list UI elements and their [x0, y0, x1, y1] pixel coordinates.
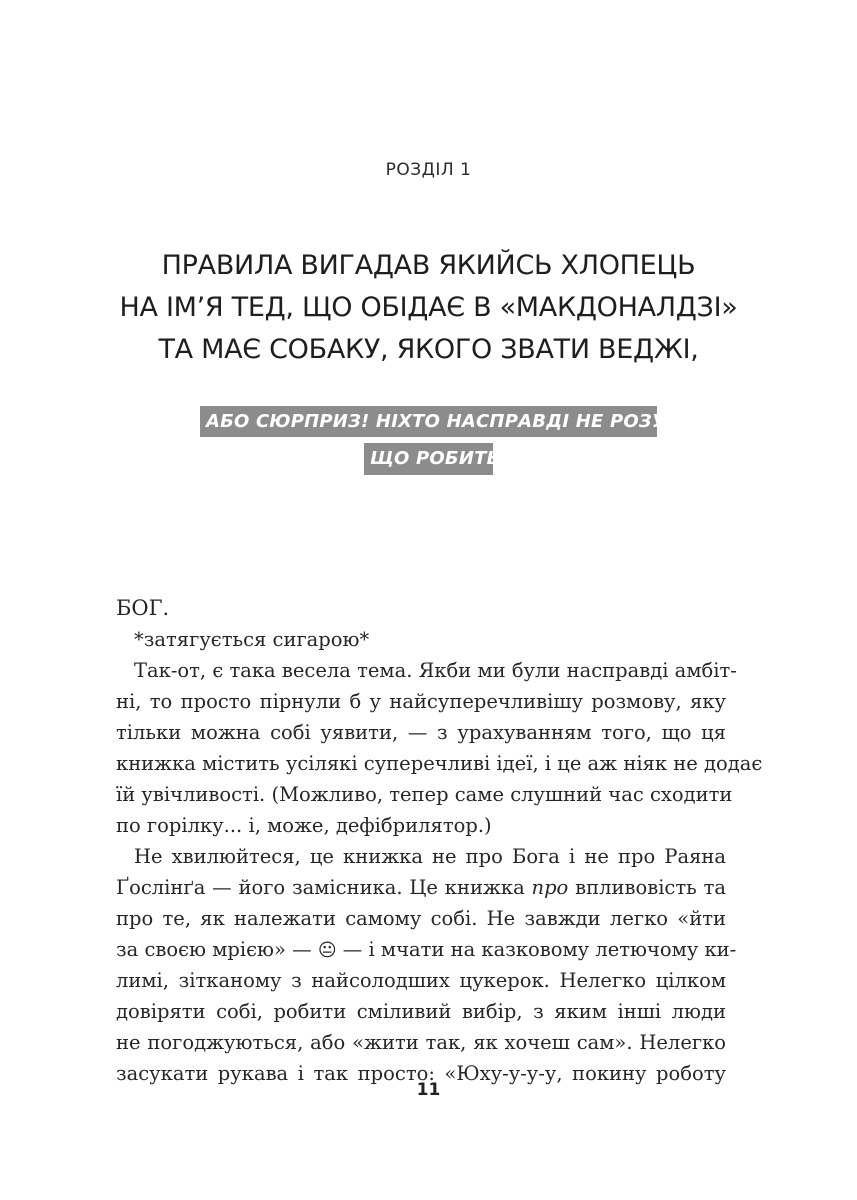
chapter-title-line: ПРАВИЛА ВИГАДАВ ЯКИЙСЬ ХЛОПЕЦЬ — [161, 250, 696, 281]
body-line: Не хвилюйтеся, це книжка не про Бога і не про Раяна — [134, 845, 726, 868]
page-number: 11 — [416, 1080, 441, 1100]
body-text-run: за своєю мрією» — — [116, 938, 318, 961]
body-line: *затягується сигарою* — [134, 628, 370, 651]
chapter-title — [0, 245, 857, 371]
chapter-subtitle — [0, 406, 857, 437]
body-line — [116, 934, 737, 965]
chapter-title-line: НА ІМ’Я ТЕД, ЩО ОБІДАЄ В «МАКДОНАЛДЗІ» — [119, 292, 738, 323]
body-line: не погоджуються, або «жити так, як хочеш сам». Нелегко — [116, 1031, 726, 1054]
body-line: книжка містить усілякі суперечливі ідеї, і це аж ніяк не додає — [116, 752, 763, 775]
body-text-run: — і мчати на казковому летючому ки- — [336, 938, 737, 961]
body-line: засукати рукава і так просто: «Юху-у-у-у, покину роботу — [116, 1062, 726, 1085]
body-line: довіряти собі, робити сміливий вибір, з яким інші люди — [116, 1000, 726, 1023]
chapter-label: РОЗДІЛ 1 — [385, 160, 472, 180]
body-line: ні, то просто пірнули б у найсуперечливішу розмову, яку — [116, 690, 726, 713]
body-text-run: впливовість та — [568, 876, 726, 899]
emphasis-text: про — [531, 876, 569, 899]
chapter-title-line: ТА МАЄ СОБАКУ, ЯКОГО ЗВАТИ ВЕДЖІ, — [158, 334, 699, 365]
body-text — [116, 593, 763, 1089]
body-line: Так-от, є така весела тема. Якби ми були насправді амбіт- — [134, 659, 737, 682]
body-line: про те, як належати самому собі. Не завжди легко «йти — [116, 907, 726, 930]
body-line: БОГ. — [116, 596, 170, 620]
body-line: їй увічливості. (Можливо, тепер саме слушний час сходити — [116, 783, 733, 806]
body-line: тільки можна собі уявити, — з урахуванням того, що ця — [116, 721, 726, 744]
neutral-face-icon: 😐 — [317, 940, 337, 961]
body-text-run: Ґослінґа — його замісника. Це книжка — [116, 876, 532, 899]
chapter-subtitle — [0, 443, 857, 475]
subtitle-highlight: ЩО РОБИТЬ — [364, 443, 493, 475]
subtitle-highlight: АБО СЮРПРИЗ! НІХТО НАСПРАВДІ НЕ РОЗУМІЄ, — [200, 406, 657, 437]
body-line: по горілку... і, може, дефібрилятор.) — [116, 814, 492, 837]
body-line: лимі, зітканому з найсолодших цукерок. Нелегко цілком — [116, 969, 726, 992]
body-line — [116, 872, 726, 903]
